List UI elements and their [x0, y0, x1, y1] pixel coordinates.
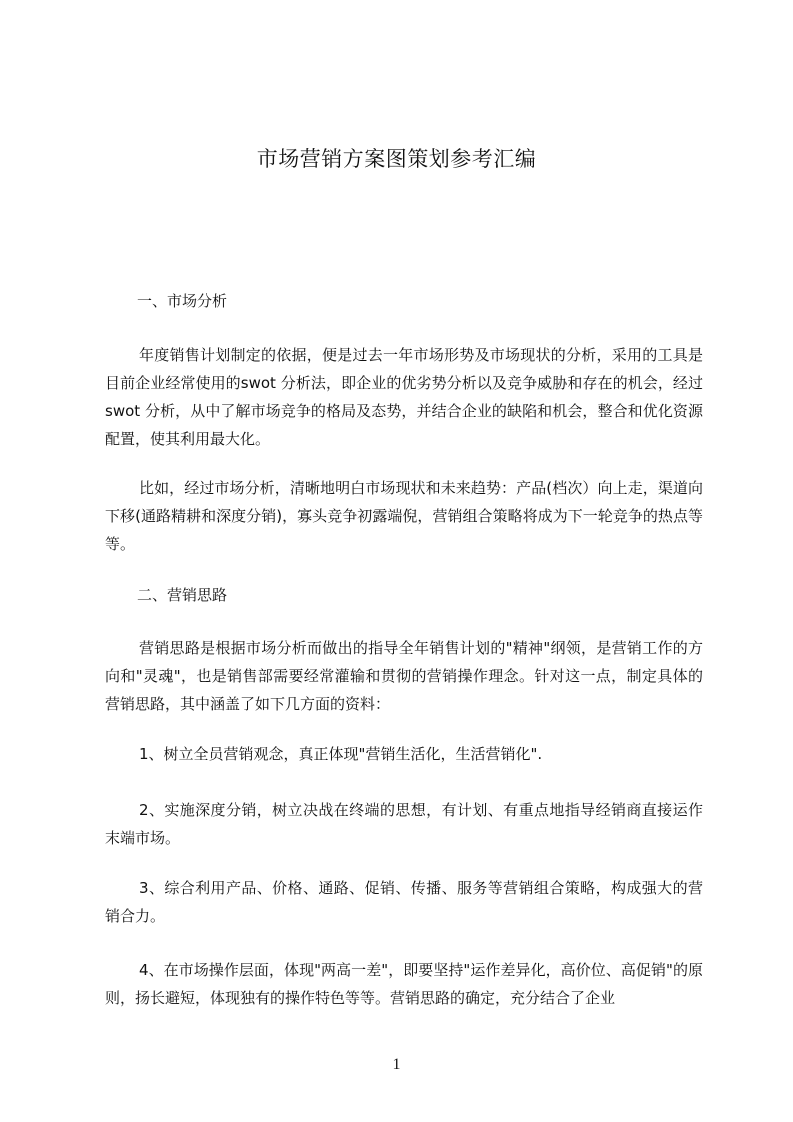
- list-item-3: 3、综合利用产品、价格、通路、促销、传播、服务等营销组合策略，构成强大的营销合力。: [105, 879, 703, 925]
- page-number: 1: [392, 1056, 401, 1073]
- section-heading-market-analysis: 一、市场分析: [137, 292, 228, 310]
- document-title: 市场营销方案图策划参考汇编: [256, 147, 537, 171]
- paragraph-market-analysis-2: 比如，经过市场分析，清晰地明白市场现状和未来趋势：产品(档次）向上走，渠道向下移(通路精耕和深度分销)，寡头竞争初露端倪，营销组合策略将成为下一轮竞争的热点等等。: [105, 479, 703, 553]
- paragraph-marketing-ideas-intro: 营销思路是根据市场分析而做出的指导全年销售计划的"精神"纲领，是营销工作的方向和"灵魂"，也是销售部需要经常灌输和贯彻的营销操作理念。针对这一点，制定具体的营销思路，其中涵盖了如下几方面的资料：: [105, 639, 703, 713]
- list-item-4: 4、在市场操作层面，体现"两高一差"，即要坚持"运作差异化，高价位、高促销"的原则，扬长避短，体现独有的操作特色等等。营销思路的确定，充分结合了企业: [105, 961, 703, 1007]
- list-item-2: 2、实施深度分销，树立决战在终端的思想，有计划、有重点地指导经销商直接运作末端市场。: [105, 801, 703, 847]
- list-item-1: 1、树立全员营销观念，真正体现"营销生活化，生活营销化".: [139, 745, 543, 763]
- section-heading-marketing-ideas: 二、营销思路: [137, 586, 228, 604]
- paragraph-market-analysis-1: 年度销售计划制定的依据，便是过去一年市场形势及市场现状的分析，采用的工具是目前企业经常使用的swot 分析法，即企业的优劣势分析以及竞争威胁和存在的机会，经过swot 分析，从中了解市场竞争的格局及态势，并结合企业的缺陷和机会，整合和优化资源配置，使其利用最大化。: [105, 346, 703, 448]
